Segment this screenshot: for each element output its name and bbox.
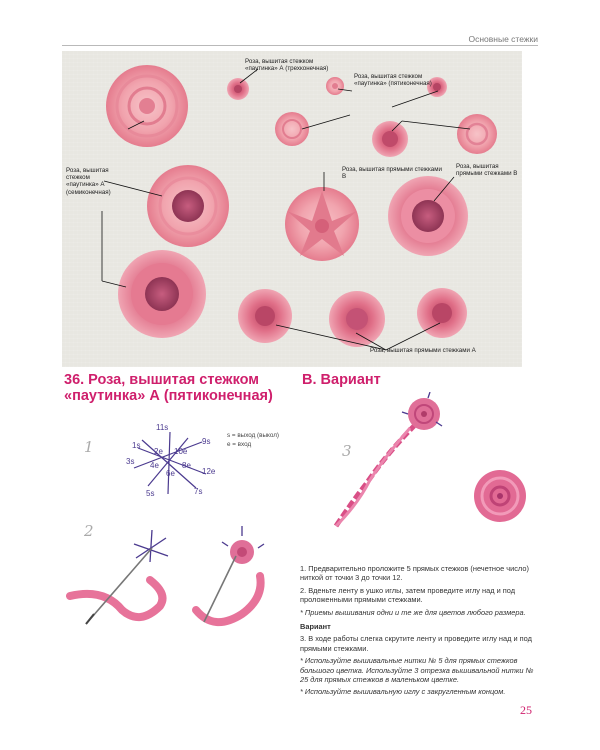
diagram-label-9s: 9s <box>202 437 211 446</box>
figure-number-2: 2 <box>84 522 94 540</box>
rose-bottom-1 <box>238 289 292 343</box>
diagram-label-8e: 8e <box>182 461 191 470</box>
heading-variant: В. Вариант <box>302 372 381 388</box>
figure-number-1: 1 <box>84 438 94 456</box>
caption-3: Роза, вышитая стежком «паутинка» А (семиконечная) <box>66 167 111 196</box>
variant-illustration <box>322 392 542 542</box>
caption-6: Роза, вышитая прямыми стежками А <box>370 347 476 354</box>
diagram-label-1s: 1s <box>132 441 141 450</box>
diagram-label-7s: 7s <box>194 487 203 496</box>
diagram-label-2e: 2e <box>154 447 163 456</box>
rose-mid-2 <box>372 121 408 157</box>
rose-large-top-left <box>106 65 188 147</box>
diagram-legend <box>227 431 279 449</box>
diagram-label-11s: 11s <box>156 423 169 432</box>
rose-small-2 <box>326 77 344 95</box>
instructions <box>300 564 535 700</box>
figure-number-3: 3 <box>342 442 352 460</box>
legend-s: s = выход (выкол) <box>227 432 279 439</box>
embroidery-photo <box>62 51 522 367</box>
roses-illustration <box>62 51 522 367</box>
variant-twisted-ribbon <box>336 392 442 526</box>
note-3: * Используйте вышивальную иглу с закругленным концом. <box>300 687 506 697</box>
caption-4: Роза, вышитая прямыми стежками В <box>342 166 442 181</box>
header-rule <box>62 45 538 46</box>
instruction-2: 2. Вденьте ленту в ушко иглы, затем проведите иглу над и под проложенными прямыми стежками. <box>300 585 516 605</box>
page-number: 25 <box>520 703 532 717</box>
instruction-1: 1. Предварительно проложите 5 прямых стежков (нечетное число) ниткой от точки 3 до точки 12. <box>300 564 529 583</box>
diagram-label-5s: 5s <box>146 489 155 498</box>
step-2b <box>196 526 264 622</box>
section-label: Основные стежки <box>468 34 538 44</box>
caption-5: Роза, вышитая прямыми стежками В <box>456 163 518 178</box>
rose-mid-1 <box>275 112 309 146</box>
diagram-label-4e: 4e <box>150 461 159 470</box>
rose-center <box>285 187 359 261</box>
note-2: * Используйте вышивальные нитки № 5 для прямых стежков большого цветка. Используйте 3 отрезка вышивальной нитки № 25 для прямых стежков в маленьком цветке. <box>300 656 534 685</box>
diagram-label-12e: 12e <box>202 467 216 476</box>
rose-bottom-left <box>118 250 206 338</box>
variant-subtitle: Вариант <box>300 622 331 632</box>
rose-left-middle <box>147 165 229 247</box>
instruction-3: 3. В ходе работы слегка скрутите ленту и проведите иглу над и под прямыми стежками. <box>300 634 532 653</box>
step-2a <box>70 530 168 624</box>
caption-1: Роза, вышитая стежком «паутинка» А (трехконечная) <box>245 58 329 73</box>
caption-2: Роза, вышитая стежком «паутинка» (пятиконечная) <box>354 73 432 88</box>
ribbon-weaving-illustration <box>64 522 284 632</box>
diagram-label-10e: 10e <box>174 447 188 456</box>
note-1: * Приемы вышивания одни и те же для цветов любого размера. <box>300 607 526 617</box>
rose-right <box>388 176 468 256</box>
diagram-label-3s: 3s <box>126 457 135 466</box>
legend-e: е = вход <box>227 441 252 448</box>
rose-small-1 <box>227 78 249 100</box>
stitch-diagram <box>118 418 218 513</box>
variant-finished-rose <box>474 470 526 522</box>
heading-main: 36. Роза, вышитая стежком «паутинка» А (пятиконечная) <box>64 372 273 404</box>
diagram-label-6e: 6e <box>166 469 175 478</box>
rose-mid-3 <box>457 114 497 154</box>
